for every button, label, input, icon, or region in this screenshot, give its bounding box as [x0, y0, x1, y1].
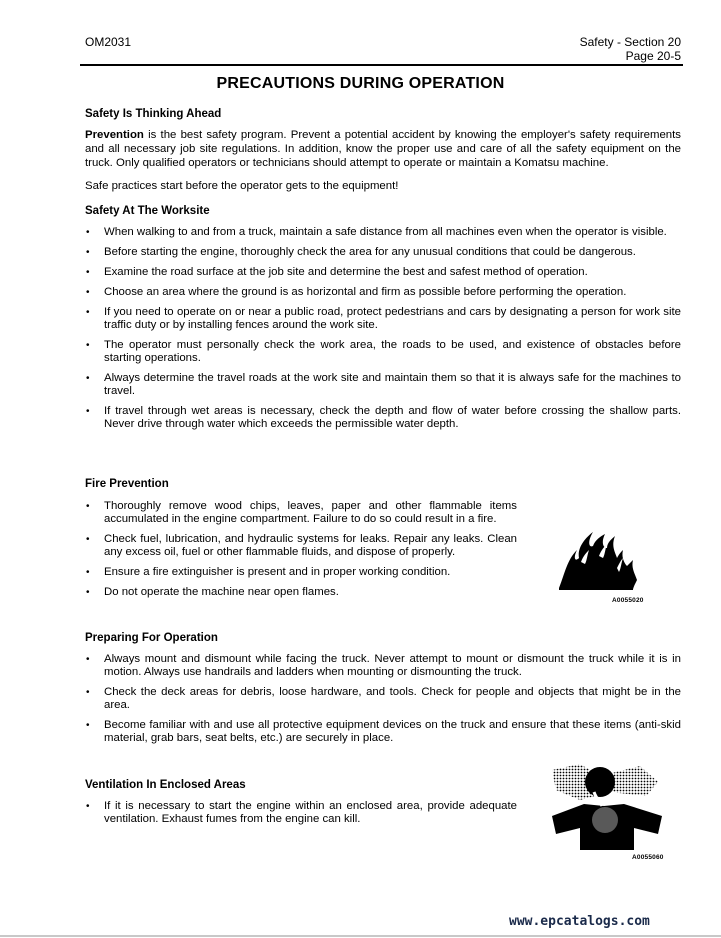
list-item: • Always determine the travel roads at the work site and maintain them so that it is always safe for the machines to travel.: [85, 372, 681, 398]
list-item: • Before starting the engine, thoroughly check the area for any unusual conditions that could be dangerous.: [85, 246, 681, 259]
prevention-text: is the best safety program. Prevent a potential accident by knowing the employer's safety requirements and all necessary job site regulations. In addition, know the proper use and care of all the safety equipment on the truck. Only qualified operators or technicians should attempt to operate or maintain a Komatsu machine.: [85, 129, 681, 169]
list-item: • When walking to and from a truck, maintain a safe distance from all machines even when the operator is visible.: [85, 226, 681, 239]
page-header-doc-id: OM2031: [85, 35, 132, 49]
list-item: • Check the deck areas for debris, loose hardware, and tools. Check for people and objects that might be in the area.: [85, 686, 681, 712]
paragraph-safe-practices: Safe practices start before the operator gets to the equipment!: [85, 180, 399, 192]
list-item: • Examine the road surface at the job site and determine the best and safest method of operation.: [85, 266, 681, 279]
heading-ventilation: Ventilation In Enclosed Areas: [85, 779, 246, 791]
fire-hazard-icon: [555, 528, 640, 592]
list-item: • If you need to operate on or near a public road, protect pedestrians and cars by designating a person for work site traffic duty or by installing fences around the work site.: [85, 306, 681, 332]
list-item: • The operator must personally check the work area, the roads to be used, and existence of obstacles before starting operations.: [85, 339, 681, 365]
bottom-rule: [0, 935, 721, 937]
heading-worksite: Safety At The Worksite: [85, 205, 210, 217]
page-title: PRECAUTIONS DURING OPERATION: [216, 75, 505, 92]
preparing-list: [85, 653, 681, 752]
list-item: • Ensure a fire extinguisher is present and in proper working condition.: [85, 566, 517, 579]
list-item: • Become familiar with and use all protective equipment devices on the truck and ensure that these items (anti-skid material, grab bars, seat belts, etc.) are securely in place.: [85, 719, 681, 745]
prevention-bold: Prevention: [85, 129, 144, 141]
heading-thinking-ahead: Safety Is Thinking Ahead: [85, 108, 222, 120]
list-item: • Always mount and dismount while facing the truck. Never attempt to mount or dismount the truck while it is in motion. Always use handrails and ladders when mounting or dismounting the truck.: [85, 653, 681, 679]
heading-preparing: Preparing For Operation: [85, 632, 218, 644]
watermark-link[interactable]: www.epcatalogs.com: [509, 914, 650, 929]
section-label: Safety - Section 20: [579, 35, 681, 49]
list-item: • If it is necessary to start the engine within an enclosed area, provide adequate ventilation. Exhaust fumes from the engine can kill.: [85, 800, 517, 826]
list-item: • Check fuel, lubrication, and hydraulic systems for leaks. Repair any leaks. Clean any excess oil, fuel or other flammable fluids, and dispose of properly.: [85, 533, 517, 559]
list-item: • If travel through wet areas is necessary, check the depth and flow of water before crossing the shallow parts. Never drive through water which exceeds the permissible water depth.: [85, 405, 681, 431]
ventilation-list: [85, 800, 517, 833]
fire-list: [85, 500, 517, 606]
page-header-right: [580, 35, 681, 63]
paragraph-prevention: [85, 128, 681, 170]
list-item: • Thoroughly remove wood chips, leaves, paper and other flammable items accumulated in the engine compartment. Failure to do so could result in a fire.: [85, 500, 517, 526]
heading-fire-prevention: Fire Prevention: [85, 478, 169, 490]
list-item: • Choose an area where the ground is as horizontal and firm as possible before performing the operation.: [85, 286, 681, 299]
page-number: Page 20-5: [625, 49, 681, 63]
list-item: • Do not operate the machine near open flames.: [85, 586, 517, 599]
fire-figure-code: A0055020: [612, 597, 644, 604]
toxic-fumes-icon: [550, 762, 668, 850]
header-rule: [80, 64, 683, 66]
ventilation-figure-code: A0055060: [632, 854, 664, 861]
worksite-list: [85, 226, 681, 438]
